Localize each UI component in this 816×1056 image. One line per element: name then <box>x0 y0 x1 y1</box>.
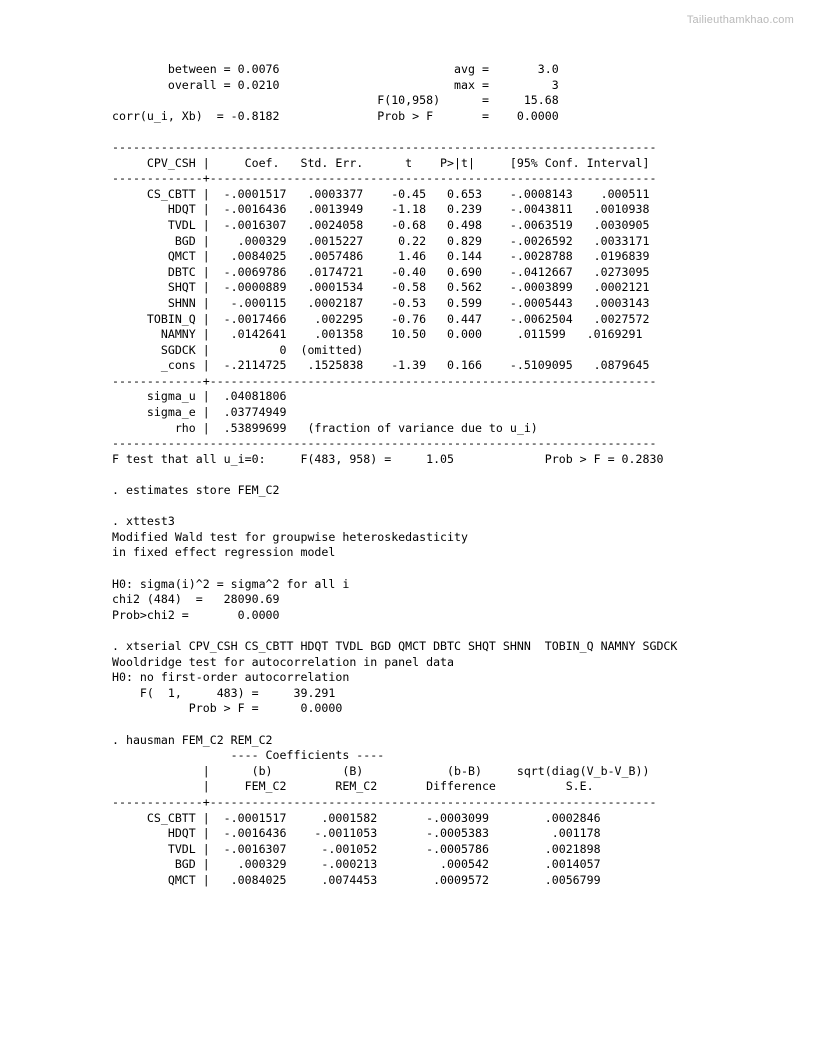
console-line: -------------+---------------------------------------------------------------- <box>112 171 657 186</box>
console-line: in fixed effect regression model <box>112 545 336 560</box>
console-line: -------------+---------------------------------------------------------------- <box>112 794 657 809</box>
console-line <box>112 467 772 483</box>
stata-output-console <box>112 62 772 888</box>
console-line: ------------------------------------------------------------------------------ <box>112 139 657 154</box>
console-line: Modified Wald test for groupwise heteroskedasticity <box>112 529 468 544</box>
console-line: ---- Coefficients ---- <box>112 748 385 763</box>
console-line: _cons | -.2114725 .1525838 -1.39 0.166 -.5109095 .0879645 <box>112 358 650 373</box>
console-line: ------------------------------------------------------------------------------ <box>112 436 657 451</box>
console-line: CS_CBTT | -.0001517 .0001582 -.0003099 .0002846 <box>112 810 601 825</box>
console-line: QMCT | .0084025 .0057486 1.46 0.144 -.0028788 .0196839 <box>112 249 650 264</box>
console-line: H0: sigma(i)^2 = sigma^2 for all i <box>112 576 350 591</box>
console-line: HDQT | -.0016436 .0013949 -1.18 0.239 -.0043811 .0010938 <box>112 202 650 217</box>
console-line: QMCT | .0084025 .0074453 .0009572 .0056799 <box>112 872 601 887</box>
console-line: SHQT | -.0000889 .0001534 -0.58 0.562 -.0003899 .0002121 <box>112 280 650 295</box>
console-line: SGDCK | 0 (omitted) <box>112 342 364 357</box>
console-line: BGD | .000329 -.000213 .000542 .0014057 <box>112 857 601 872</box>
console-line: CS_CBTT | -.0001517 .0003377 -0.45 0.653 -.0008143 .000511 <box>112 186 650 201</box>
console-line: TOBIN_Q | -.0017466 .002295 -0.76 0.447 -.0062504 .0027572 <box>112 311 650 326</box>
console-line: DBTC | -.0069786 .0174721 -0.40 0.690 -.0412667 .0273095 <box>112 264 650 279</box>
console-line: TVDL | -.0016307 -.001052 -.0005786 .0021898 <box>112 841 601 856</box>
console-line: F(10,958) = 15.68 <box>112 93 559 108</box>
console-line <box>112 124 772 140</box>
console-line: chi2 (484) = 28090.69 <box>112 592 280 607</box>
console-line: | FEM_C2 REM_C2 Difference S.E. <box>112 779 594 794</box>
console-line: . xttest3 <box>112 514 175 529</box>
console-line: corr(u_i, Xb) = -0.8182 Prob > F = 0.0000 <box>112 108 559 123</box>
console-line: HDQT | -.0016436 -.0011053 -.0005383 .001178 <box>112 826 601 841</box>
console-line: Wooldridge test for autocorrelation in panel data <box>112 654 455 669</box>
console-line: Prob > F = 0.0000 <box>112 701 343 716</box>
console-line: BGD | .000329 .0015227 0.22 0.829 -.0026592 .0033171 <box>112 233 650 248</box>
console-line: overall = 0.0210 max = 3 <box>112 77 559 92</box>
console-line: NAMNY | .0142641 .001358 10.50 0.000 .011599 .0169291 <box>112 327 643 342</box>
console-line: F( 1, 483) = 39.291 <box>112 685 336 700</box>
console-line: -------------+---------------------------------------------------------------- <box>112 373 657 388</box>
console-line: CPV_CSH | Coef. Std. Err. t P>|t| [95% Conf. Interval] <box>112 155 650 170</box>
console-line: Prob>chi2 = 0.0000 <box>112 607 280 622</box>
console-line: | (b) (B) (b-B) sqrt(diag(V_b-V_B)) <box>112 763 650 778</box>
console-line: sigma_u | .04081806 <box>112 389 287 404</box>
console-line <box>112 499 772 515</box>
console-line <box>112 561 772 577</box>
console-line: sigma_e | .03774949 <box>112 405 287 420</box>
console-line: SHNN | -.000115 .0002187 -0.53 0.599 -.0005443 .0003143 <box>112 295 650 310</box>
console-line: between = 0.0076 avg = 3.0 <box>112 62 559 76</box>
console-line <box>112 623 772 639</box>
console-line: . hausman FEM_C2 REM_C2 <box>112 732 273 747</box>
console-line: . estimates store FEM_C2 <box>112 483 280 498</box>
console-line: TVDL | -.0016307 .0024058 -0.68 0.498 -.0063519 .0030905 <box>112 217 650 232</box>
console-line <box>112 717 772 733</box>
console-line: . xtserial CPV_CSH CS_CBTT HDQT TVDL BGD QMCT DBTC SHQT SHNN TOBIN_Q NAMNY SGDCK <box>112 638 678 653</box>
watermark: Tailieuthamkhao.com <box>686 14 794 26</box>
console-line: rho | .53899699 (fraction of variance due to u_i) <box>112 420 538 435</box>
console-line: H0: no first-order autocorrelation <box>112 670 350 685</box>
console-line: F test that all u_i=0: F(483, 958) = 1.05 Prob > F = 0.2830 <box>112 451 664 466</box>
